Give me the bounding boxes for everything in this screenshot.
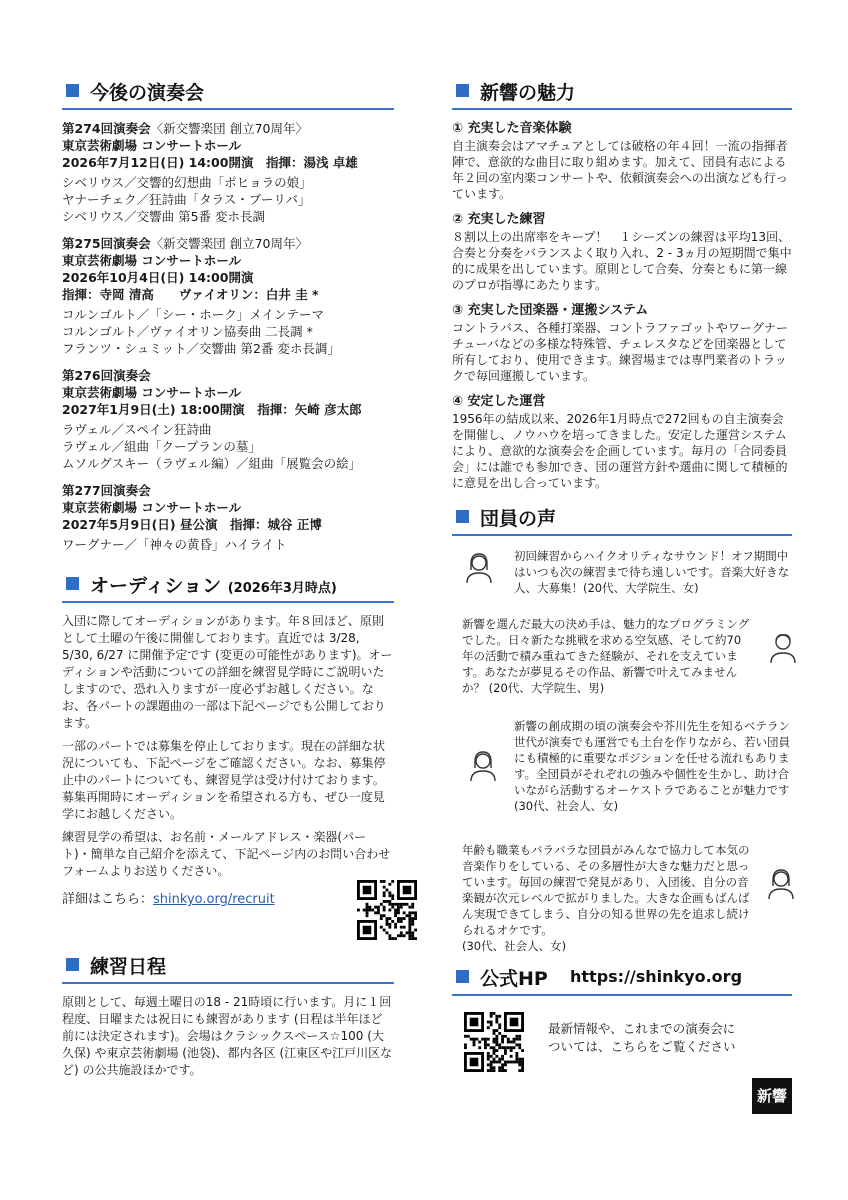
blue-square-icon: [456, 970, 469, 983]
hp-info: [452, 1006, 792, 1116]
appeal-list: [452, 120, 792, 491]
blue-square-icon: [66, 577, 79, 590]
concert-program: [62, 174, 394, 225]
appeal-item: [452, 393, 792, 491]
voice-3: [452, 718, 792, 834]
avatar-male-icon: [766, 630, 800, 664]
voice-1: [452, 546, 792, 608]
concert-subtitle: 〈新交響楽団 創立70周年〉: [150, 236, 308, 251]
audition-paragraph-1: 入団に際してオーディションがあります。年８回ほど、原則として土曜の午後に開催しております。直近では 3/28, 5/30, 6/27 に開催予定です (変更の可能性があります)。オーディションや活動についての詳細を練習見学時にご説明いたしますので、恐れ入りますが一度必ずお越しください。なお、各パートの課題曲の一部は下記ページでも公開しております。: [62, 614, 393, 730]
appeal-item: [452, 120, 792, 202]
blue-square-icon: [66, 958, 79, 971]
concert-item: [62, 367, 394, 472]
voices-heading: 団員の声: [452, 504, 792, 536]
blue-square-icon: [456, 510, 469, 523]
avatar-female-icon: [764, 866, 798, 900]
program-item: ヤナーチェク／狂詩曲「タラス・ブーリバ」: [62, 192, 311, 207]
recruit-link[interactable]: shinkyo.org/recruit: [153, 892, 275, 907]
concert-subtitle: 〈新交響楽団 創立70周年〉: [150, 121, 308, 136]
shinkyo-logo: 新響: [752, 1078, 792, 1114]
concert-title: [62, 482, 394, 499]
voice-4-text: 年齢も職業もバラバラな団員がみんなで協力して本気の音楽作りをしている、その多層性が大きな魅力だと思っています。毎回の練習で発見があり、入団後、自分の音楽観が次元レベルで拡がりました。大きな企画もばんばん実現できてしまう、自分の知る世界の先を追求し続けられるオケです。: [462, 843, 750, 937]
left-column: [62, 78, 394, 1085]
blue-square-icon: [66, 84, 79, 97]
audition-date-note: (2026年3月時点): [227, 581, 337, 596]
appeal-item-text: 1956年の結成以来、2026年1月時点で272回もの自主演奏会を開催し、ノウハウを培ってきました。安定した運営システムにより、意欲的な演奏会を企画しています。毎月の「合同委員会」には誰でも参加でき、団の運営方針や選曲に関して積極的に意見を出し合っています。: [452, 412, 788, 490]
appeal-item-title: ④ 安定した運営: [452, 394, 546, 409]
right-column: [452, 78, 792, 1116]
program-item: フランツ・シュミット／交響曲 第2番 変ホ長調」: [62, 341, 340, 356]
concert-item: [62, 235, 394, 357]
program-item: シベリウス／交響曲 第5番 変ホ長調: [62, 209, 266, 224]
qr-code-icon[interactable]: [464, 1012, 524, 1072]
concert-item: [62, 120, 394, 225]
concert-number: 第277回演奏会: [62, 483, 151, 498]
appeal-item-text: ８割以上の出席率をキープ！ １シーズンの練習は平均13回、合奏と分奏をバランスよく取り入れ、2 - 3ヵ月の短期間で集中的に成果を出しています。原則として合奏、分奏ともに第一線のプロが指導にあたります。: [452, 230, 792, 292]
program-item: ワーグナー／「神々の黄昏」ハイライト: [62, 537, 287, 552]
concert-venue: 東京芸術劇場 コンサートホール: [62, 253, 242, 268]
program-item: コルンゴルト／「シー・ホーク」メインテーマ: [62, 307, 324, 322]
voice-4: [452, 842, 792, 958]
concert-number: 第275回演奏会: [62, 236, 151, 251]
appeal-item-text: 自主演奏会はアマチュアとしては破格の年４回！一流の指揮者陣で、意欲的な曲目に取り組めます。加えて、団員有志による年２回の室内楽コンサートや、依頼演奏会への出演なども行っています。: [452, 139, 788, 201]
blue-square-icon: [456, 84, 469, 97]
audition-title: オーディション: [90, 575, 222, 597]
voice-1-text: 初回練習からハイクオリティなサウンド！オフ期間中はいつも次の練習まで待ち遠しいです。音楽大好きな人、大募集！(20代、大学院生、女): [514, 549, 790, 595]
concert-item: [62, 482, 394, 553]
details-label: 詳細はこちら：: [62, 892, 154, 907]
voice-2: [452, 616, 792, 710]
program-item: ラヴェル／組曲「クープランの墓」: [62, 439, 261, 454]
concert-datetime: 2026年10月4日(日) 14:00開演: [62, 270, 254, 285]
program-item: コルンゴルト／ヴァイオリン協奏曲 二長調 *: [62, 324, 313, 339]
appeal-item-title: ③ 充実した団楽器・運搬システム: [452, 303, 649, 318]
hp-text-line-2: ついては、こちらをご覧ください: [548, 1039, 736, 1054]
concert-venue: 東京芸術劇場 コンサートホール: [62, 138, 242, 153]
concert-program: [62, 306, 394, 357]
voice-2-text: 新響を選んだ最大の決め手は、魅力的なプログラミングでした。日々新たな挑戦を求める空気感、そして約70年の活動で積み重ねてきた経験が、それを支えています。あなたが夢見るその作品、新響で叶えてみませんか？ (20代、大学院生、男): [462, 617, 750, 695]
concert-program: [62, 421, 394, 472]
concert-number: 第274回演奏会: [62, 121, 151, 136]
practice-text: 原則として、毎週土曜日の18 - 21時頃に行います。月に１回程度、日曜または祝日にも練習があります (日程は半年ほど前には決定されます)。会場はクラシックスペース☆100 (大久保) や東京芸術劇場 (池袋)、都内各区 (江東区や江戸川区など) の公共施設ほかです。: [62, 995, 393, 1077]
concert-venue: 東京芸術劇場 コンサートホール: [62, 500, 242, 515]
practice-heading: 練習日程: [62, 952, 394, 984]
audition-paragraph-2: 一部のパートでは募集を停止しております。現在の詳細な状況についても、下記ページをご確認ください。なお、募集停止中のパートについても、練習見学は受け付けております。募集再開時にオーディションを希望される方も、ぜひ一度見学にお越しください。: [62, 739, 386, 821]
concert-performers: 指揮：寺岡 清高 ヴァイオリン：白井 圭 *: [62, 287, 319, 302]
concert-venue: 東京芸術劇場 コンサートホール: [62, 385, 242, 400]
audition-paragraph-3: 練習見学の希望は、お名前・メールアドレス・楽器(パート)・簡単な自己紹介を添えて、下記ページ内のお問い合わせフォームよりお送りください。: [62, 830, 391, 878]
concert-datetime: 2026年7月12日(日) 14:00開演 指揮：湯浅 卓雄: [62, 155, 358, 170]
program-item: ムソルグスキー（ラヴェル編）／組曲「展覧会の絵」: [62, 456, 362, 471]
voice-3-text: 新響の創成期の頃の演奏会や芥川先生を知るベテラン世代が演奏でも運営でも土台を作りながら、若い団員にも積極的に重要なポジションを任せる流れもあります。全団員がそれぞれの強みや個性を生かし、助け合いながら活動するオーケストラであることが魅力です: [514, 719, 790, 797]
appeal-item-title: ② 充実した練習: [452, 212, 546, 227]
hp-url-link[interactable]: https://shinkyo.org: [570, 967, 743, 986]
concerts-heading: 今後の演奏会: [62, 78, 394, 110]
appeal-item-title: ① 充実した音楽体験: [452, 121, 572, 136]
concert-number: 第276回演奏会: [62, 368, 151, 383]
program-item: シベリウス／交響的幻想曲「ポヒョラの娘」: [62, 175, 312, 190]
appeal-item: [452, 211, 792, 293]
concert-program: [62, 536, 394, 553]
voice-3-attribution: (30代、社会人、女): [514, 799, 619, 813]
appeal-heading: 新響の魅力: [452, 78, 792, 110]
appeal-item-text: コントラバス、各種打楽器、コントラファゴットやワーグナーチューバなどの多様な特殊管、チェレスタなどを団楽器として所有しており、使用できます。練習場までは専門業者のトラックで毎回運搬しています。: [452, 321, 788, 383]
appeal-item: [452, 302, 792, 384]
concert-datetime: 2027年1月9日(土) 18:00開演 指揮：矢崎 彦太郎: [62, 402, 362, 417]
avatar-female-icon: [466, 748, 500, 782]
avatar-female-icon: [462, 550, 496, 584]
concert-list: [62, 120, 394, 553]
concert-datetime: 2027年5月9日(日) 昼公演 指揮：城谷 正博: [62, 517, 322, 532]
audition-details: [62, 888, 394, 952]
concert-title: [62, 367, 394, 384]
program-item: ラヴェル／スペイン狂詩曲: [62, 422, 212, 437]
hp-heading: 公式HP https://shinkyo.org: [452, 964, 792, 996]
concert-title: [62, 235, 394, 252]
voice-4-attribution: (30代、社会人、女): [462, 939, 567, 953]
qr-code-icon[interactable]: [357, 880, 417, 940]
hp-text-line-1: 最新情報や、これまでの演奏会に: [548, 1021, 736, 1036]
audition-heading: [62, 571, 394, 603]
concert-title: [62, 120, 394, 137]
